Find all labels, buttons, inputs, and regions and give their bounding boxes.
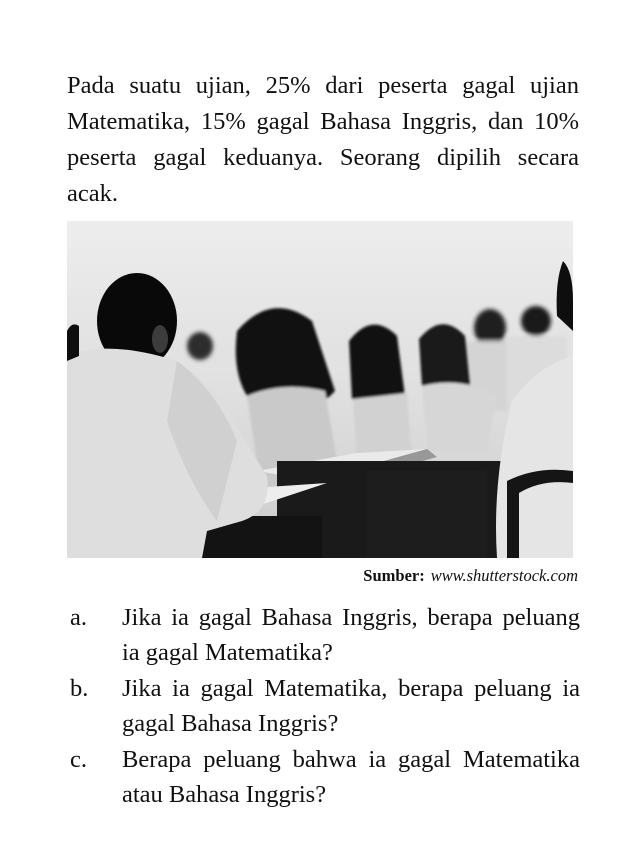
- caption-source: www.shutterstock.com: [430, 566, 578, 585]
- question-letter: b.: [70, 675, 89, 702]
- question-text: Berapa peluang bahwa ia gagal Matematika atau Bahasa Inggris?: [122, 746, 580, 808]
- question-letter: a.: [70, 604, 87, 631]
- question-list: [70, 600, 580, 813]
- caption-label: Sumber:: [363, 566, 425, 585]
- question-text: Jika ia gagal Bahasa Inggris, berapa peluang ia gagal Matematika?: [122, 604, 580, 666]
- exam-photo: [67, 221, 573, 558]
- question-a: [70, 600, 580, 670]
- question-c: [70, 742, 580, 812]
- photo-caption: [363, 565, 578, 587]
- question-b: [70, 671, 580, 741]
- problem-intro: Pada suatu ujian, 25% dari peserta gagal ujian Matematika, 15% gagal Bahasa Inggris, dan 10% peserta gagal keduanya. Seorang dipilih secara acak.: [67, 72, 579, 207]
- question-letter: c.: [70, 746, 87, 773]
- question-text: Jika ia gagal Matematika, berapa peluang ia gagal Bahasa Inggris?: [122, 675, 580, 737]
